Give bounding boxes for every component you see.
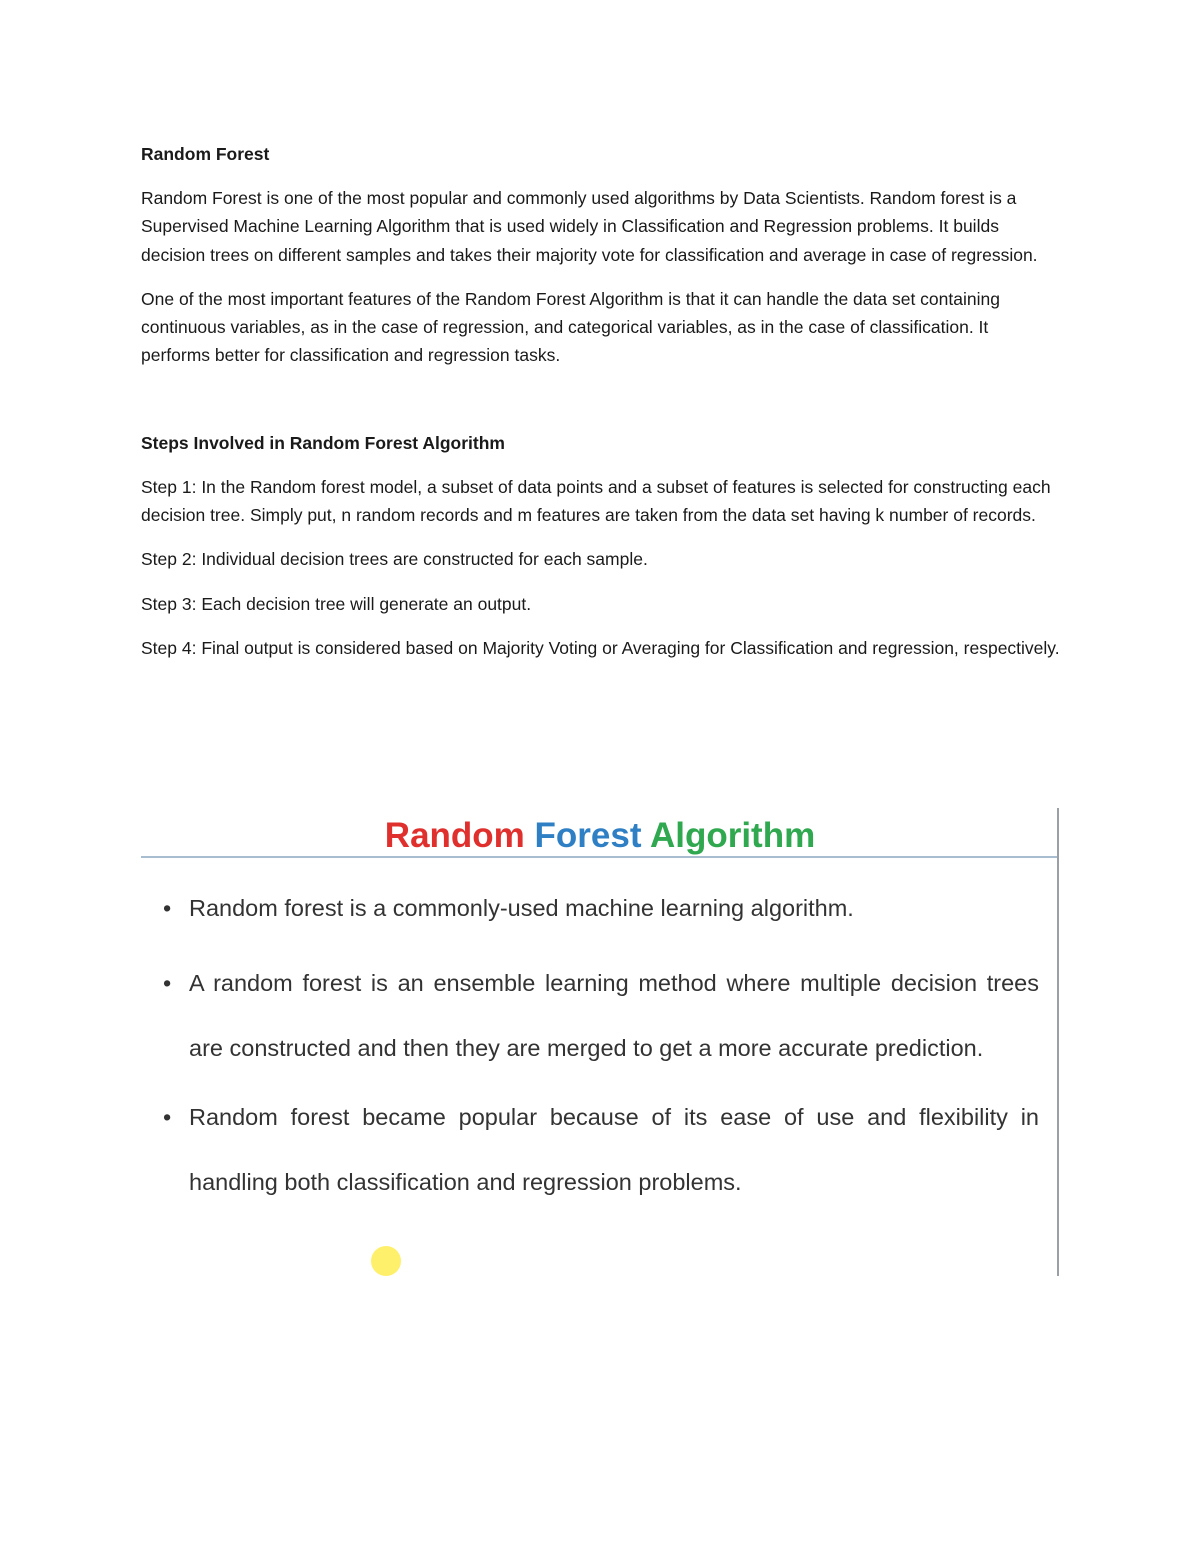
cursor-highlight-icon [371, 1246, 401, 1276]
embedded-slide-image [141, 808, 1059, 1276]
slide-title-divider [141, 856, 1057, 858]
slide-bullet-item [161, 951, 1039, 1080]
step-3-paragraph: Step 3: Each decision tree will generate an output. [141, 593, 532, 614]
slide-bullet-item [161, 888, 1039, 928]
bullet-dot-icon: • [163, 1104, 172, 1130]
section-heading-steps: Steps Involved in Random Forest Algorithm [141, 432, 505, 453]
slide-bullet-item [161, 1085, 1039, 1214]
features-paragraph: One of the most important features of the Random Forest Algorithm is that it can handle the data set containing continuous variables, as in the case of regression, and categorical variables, as in the case of classification. It performs better for classification and regression tasks. [141, 288, 1000, 366]
bullet-dot-icon: • [163, 970, 172, 996]
slide-title-word-algorithm: Algorithm [649, 816, 816, 855]
slide-border [1057, 808, 1059, 1276]
slide-bullet-text: Random forest became popular because of its ease of use and flexibility in handling both classification and regression problems. [189, 1104, 1039, 1195]
step-1-paragraph: Step 1: In the Random forest model, a subset of data points and a subset of features is selected for constructing each decision tree. Simply put, n random records and m features are taken from the data set having k number of records. [141, 476, 1051, 526]
slide-bullet-list [161, 888, 1039, 1219]
intro-paragraph: Random Forest is one of the most popular and commonly used algorithms by Data Scientists. Random forest is a Supervised Machine Learning Algorithm that is used widely in Classification and Regression problems. It builds decision trees on different samples and takes their majority vote for classification and average in case of regression. [141, 188, 1038, 265]
slide-title [141, 812, 1059, 860]
bullet-dot-icon: • [163, 895, 172, 921]
document-body [141, 140, 1061, 678]
step-4-paragraph: Step 4: Final output is considered based on Majority Voting or Averaging for Classification and regression, respectively. [141, 637, 1060, 658]
section-heading-random-forest: Random Forest [141, 144, 270, 164]
step-2-paragraph: Step 2: Individual decision trees are constructed for each sample. [141, 549, 648, 570]
slide-bullet-text: A random forest is an ensemble learning method where multiple decision trees are constructed and then they are merged to get a more accurate prediction. [189, 970, 1039, 1061]
slide-bullet-text: Random forest is a commonly-used machine learning algorithm. [189, 895, 854, 921]
slide-title-word-random: Random [384, 816, 525, 855]
slide-title-word-forest: Forest [534, 816, 642, 855]
